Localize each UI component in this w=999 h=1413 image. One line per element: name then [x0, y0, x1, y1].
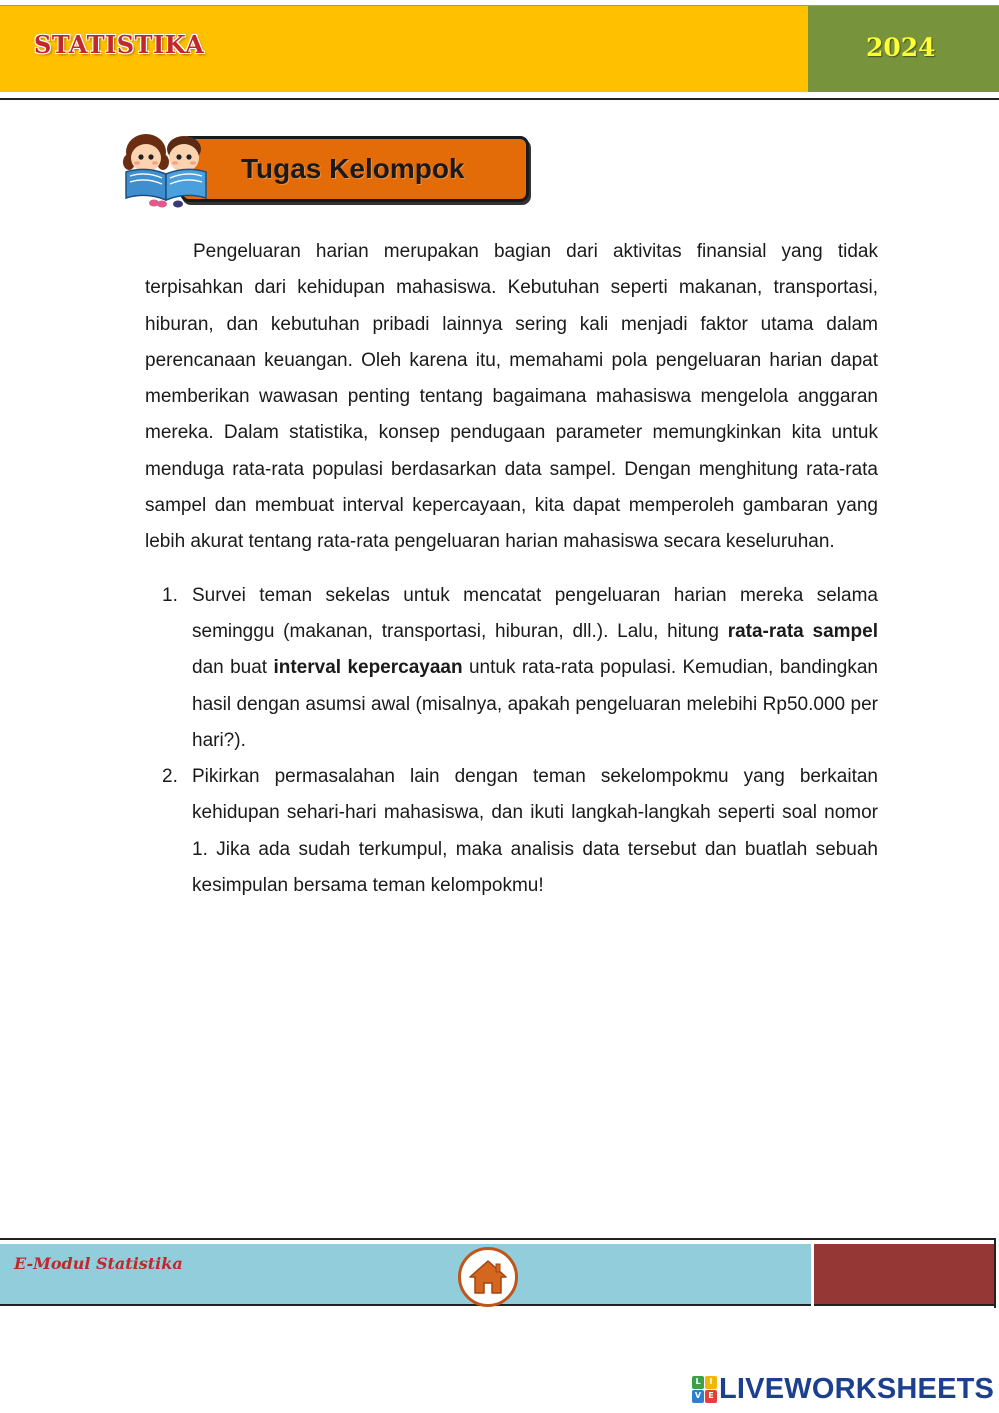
- task-text: dan buat: [192, 657, 274, 679]
- task-list: [145, 578, 878, 905]
- liveworksheets-watermark: [692, 1372, 994, 1406]
- task-item-1: [145, 578, 878, 759]
- task-item-2: [145, 759, 878, 904]
- header-title: STATISTIKA: [34, 30, 205, 59]
- home-button[interactable]: [458, 1247, 518, 1307]
- header-divider: [0, 98, 999, 100]
- task-content: [145, 234, 878, 904]
- header-year: 2024: [866, 33, 936, 62]
- term-sample-mean: rata-rata sampel: [727, 620, 878, 642]
- footer-edge-line: [994, 1238, 996, 1308]
- task-text: Pikirkan permasalahan lain dengan teman sekelompokmu yang berkaitan kehidupan sehari-hari mahasiswa, dan ikuti langkah-langkah seperti soal nomor 1. Jika ada sudah terkumpul, maka analisis data tersebut dan buatlah sebuah kesimpulan bersama teman kelompokmu!: [192, 766, 878, 897]
- task-number: 1.: [162, 584, 178, 606]
- footer-module-title: E-Modul Statistika: [14, 1254, 183, 1273]
- intro-paragraph: Pengeluaran harian merupakan bagian dari aktivitas finansial yang tidak terpisahkan dari kehidupan mahasiswa. Kebutuhan seperti makanan, transportasi, hiburan, dan kebutuhan pribadi lainnya sering kali menjadi faktor utama dalam perencanaan keuangan. Oleh karena itu, memahami pola pengeluaran harian dapat memberikan wawasan penting tentang bagaimana mahasiswa mengelola anggaran mereka. Dalam statistika, konsep pendugaan parameter memungkinkan kita untuk menduga rata-rata populasi berdasarkan data sampel. Dengan menghitung rata-rata sampel dan membuat interval kepercayaan, kita dapat memperoleh gambaran yang lebih akurat tentang rata-rata pengeluaran harian mahasiswa secara keseluruhan.: [145, 241, 878, 553]
- task-text: Survei teman sekelas untuk mencatat pengeluaran harian mereka selama seminggu (makanan, transportasi, hiburan, dll.). Lalu, hitung: [192, 584, 878, 642]
- task-text: untuk rata-rata populasi. Kemudian, bandingkan hasil dengan asumsi awal (misalnya, apakah pengeluaran melebihi Rp50.000 per hari?).: [192, 657, 878, 751]
- home-icon: [467, 1256, 509, 1298]
- liveworksheets-text: LIVEWORKSHEETS: [719, 1372, 995, 1405]
- footer-accent-panel: [814, 1244, 996, 1306]
- task-number: 2.: [162, 766, 178, 788]
- footer-divider: [0, 1238, 996, 1240]
- term-confidence-interval: interval kepercayaan: [273, 657, 463, 679]
- liveworksheets-logo-icon: L I V E: [692, 1376, 716, 1402]
- kids-reading-book-icon: [122, 128, 214, 208]
- section-banner: [180, 136, 529, 202]
- section-title: Tugas Kelompok: [241, 153, 465, 184]
